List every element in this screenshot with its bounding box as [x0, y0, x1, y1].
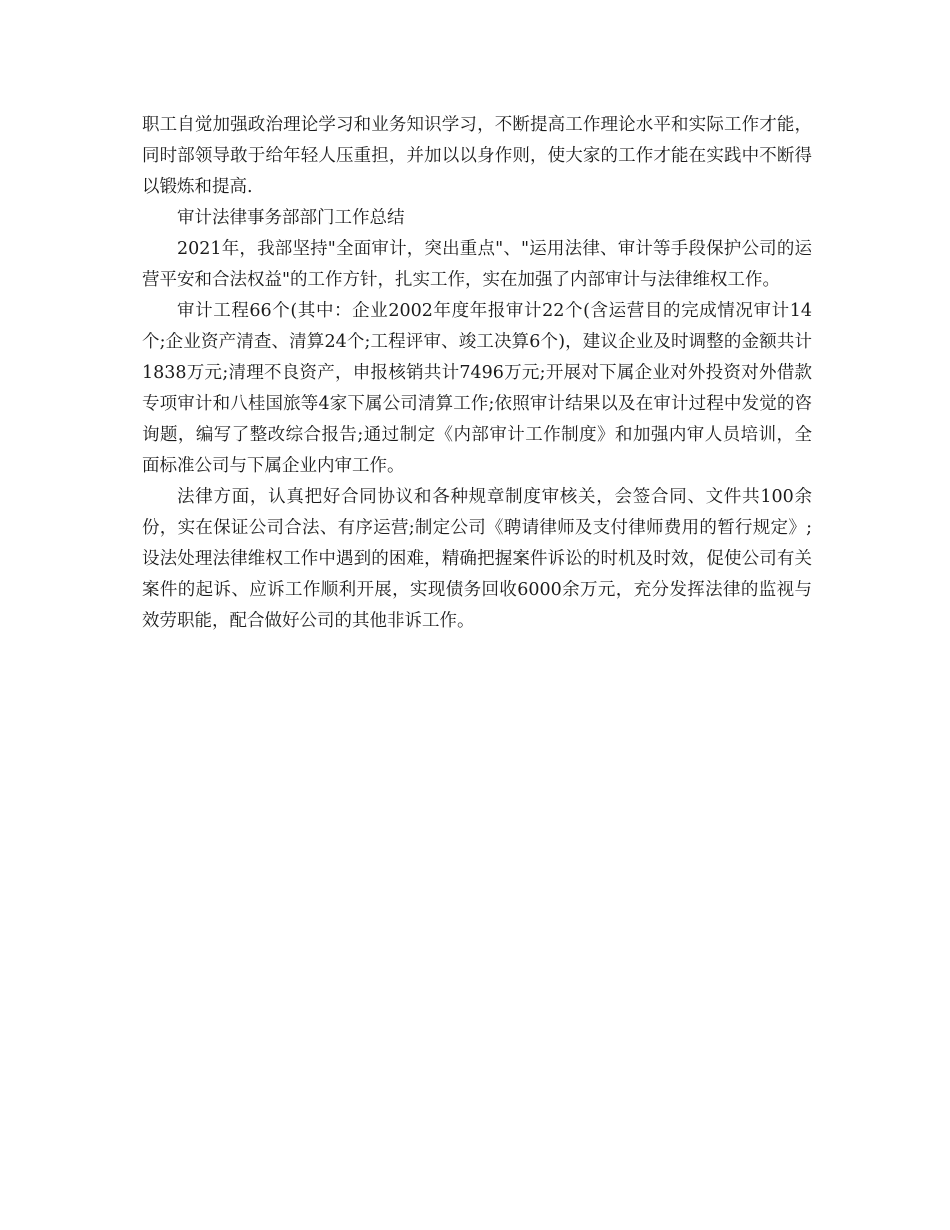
paragraph-legal: 法律方面，认真把好合同协议和各种规章制度审核关，会签合同、文件共100余份，实在保证公司合法、有序运营;制定公司《聘请律师及支付律师费用的暂行规定》;设法处理法律维权工作中遇到的困难，精确把握案件诉讼的时机及时效，促使公司有关案件的起诉、应诉工作顺利开展，实现债务回收6000余万元，充分发挥法律的监视与效劳职能，配合做好公司的其他非诉工作。 — [142, 487, 812, 631]
section-heading: 审计法律事务部部门工作总结 — [177, 208, 405, 228]
paragraph-audit: 审计工程66个(其中：企业2002年度年报审计22个(含运营目的完成情况审计14个;企业资产清查、清算24个;工程评审、竣工决算6个)，建议企业及时调整的金额共计1838万元;清理不良资产，申报核销共计7496万元;开展对下属企业对外投资对外借款专项审计和八桂国旅等4家下属公司清算工作;依照审计结果以及在审计过程中发觉的咨询题，编写了整改综合报告;通过制定《内部审计工作制度》和加强内审人员培训，全面标准公司与下属企业内审工作。 — [142, 301, 812, 476]
paragraph-continuation: 职工自觉加强政治理论学习和业务知识学习，不断提高工作理论水平和实际工作才能，同时部领导敢于给年轻人压重担，并加以以身作则，使大家的工作才能在实践中不断得以锻炼和提高. — [142, 115, 812, 197]
document-body — [142, 110, 812, 637]
paragraph-overview: 2021年，我部坚持"全面审计，突出重点"、"运用法律、审计等手段保护公司的运营平安和合法权益"的工作方针，扎实工作，实在加强了内部审计与法律维权工作。 — [142, 239, 812, 290]
